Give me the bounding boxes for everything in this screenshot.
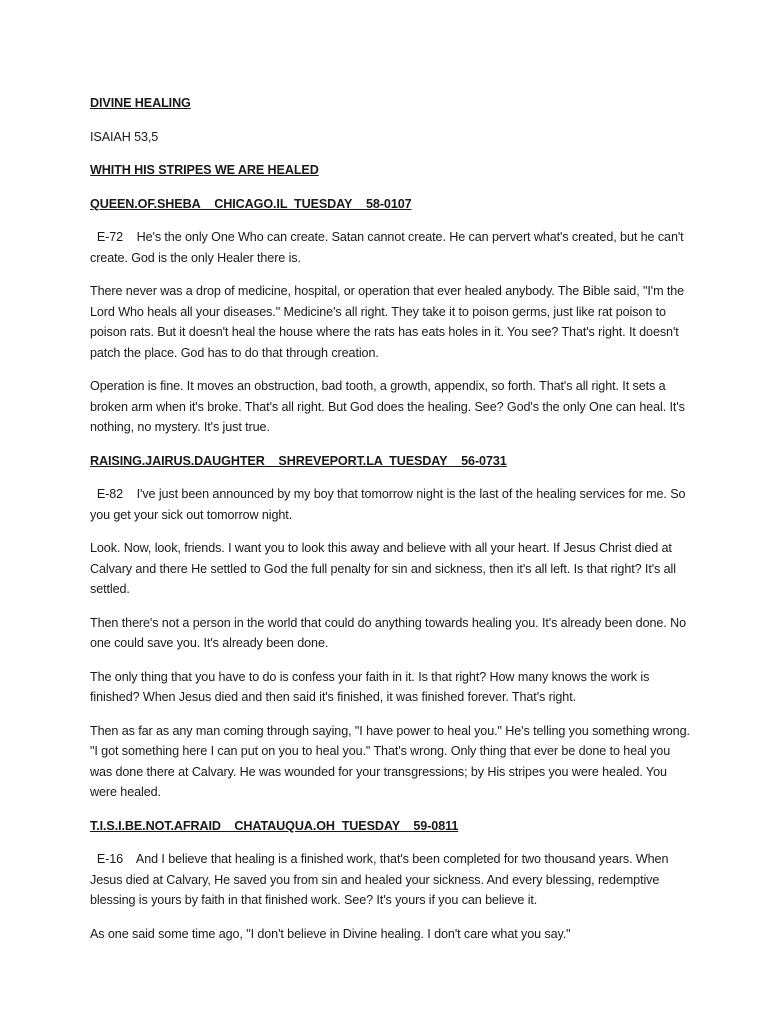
document-subtitle: WHITH HIS STRIPES WE ARE HEALED (90, 163, 319, 177)
document-page (90, 93, 690, 957)
section-heading-be-not-afraid: T.I.S.I.BE.NOT.AFRAID CHATAUQUA.OH TUESDAY 59-0811 (90, 818, 459, 833)
document-title: DIVINE HEALING (90, 96, 191, 110)
paragraph: Then there's not a person in the world that could do anything towards healing you. It's already been done. No one could save you. It's already been done. (90, 615, 686, 650)
paragraph: E-16 And I believe that healing is a finished work, that's been completed for two thousand years. When Jesus died at Calvary, He saved you from sin and healed your sickness. And every blessing, redemptive blessing is yours by faith in that finished work. See? It's yours if you can believe it. (90, 852, 672, 907)
paragraph: There never was a drop of medicine, hospital, or operation that ever healed anybody. The Bible said, "I'm the Lord Who heals all your diseases." Medicine's all right. They take it to poison germs, just like rat poison to poison rats. But it doesn't heal the house where the rats has eats holes in it. You see? That's right. It doesn't patch the place. God has to do that through creation. (90, 284, 685, 360)
paragraph: As one said some time ago, "I don't believe in Divine healing. I don't care what you say." (90, 926, 571, 941)
paragraph: Look. Now, look, friends. I want you to look this away and believe with all your heart. If Jesus Christ died at Calvary and there He settled to God the full penalty for sin and sickness, then it's all left. Is that right? It's all settled. (90, 541, 676, 596)
section-heading-raising-jairus-daughter: RAISING.JAIRUS.DAUGHTER_ SHREVEPORT.LA TUESDAY_ 56-0731 (90, 453, 507, 468)
paragraph: E-72 He's the only One Who can create. Satan cannot create. He can pervert what's created, but he can't create. God is the only Healer there is. (90, 230, 687, 265)
paragraph: E-82 I've just been announced by my boy that tomorrow night is the last of the healing services for me. So you get your sick out tomorrow night. (90, 487, 689, 522)
paragraph: Operation is fine. It moves an obstruction, bad tooth, a growth, appendix, so forth. That's all right. It sets a broken arm when it's broke. That's all right. But God does the healing. See? God's the only One can heal. It's nothing, no mystery. It's just true. (90, 379, 685, 434)
paragraph: The only thing that you have to do is confess your faith in it. Is that right? How many knows the work is finished? When Jesus died and then said it's finished, it was finished forever. That's right. (90, 669, 650, 704)
paragraph: Then as far as any man coming through saying, "I have power to heal you." He's telling you something wrong. "I got something here I can put on you to heal you." That's wrong. Only thing that ever be done to heal you was done there at Calvary. He was wounded for your transgressions; by His stripes you were healed. You were healed. (90, 723, 690, 799)
section-heading-queen-of-sheba: QUEEN.OF.SHEBA_ CHICAGO.IL TUESDAY_ 58-0107 (90, 196, 412, 211)
scripture-reference: ISAIAH 53,5 (90, 129, 159, 144)
